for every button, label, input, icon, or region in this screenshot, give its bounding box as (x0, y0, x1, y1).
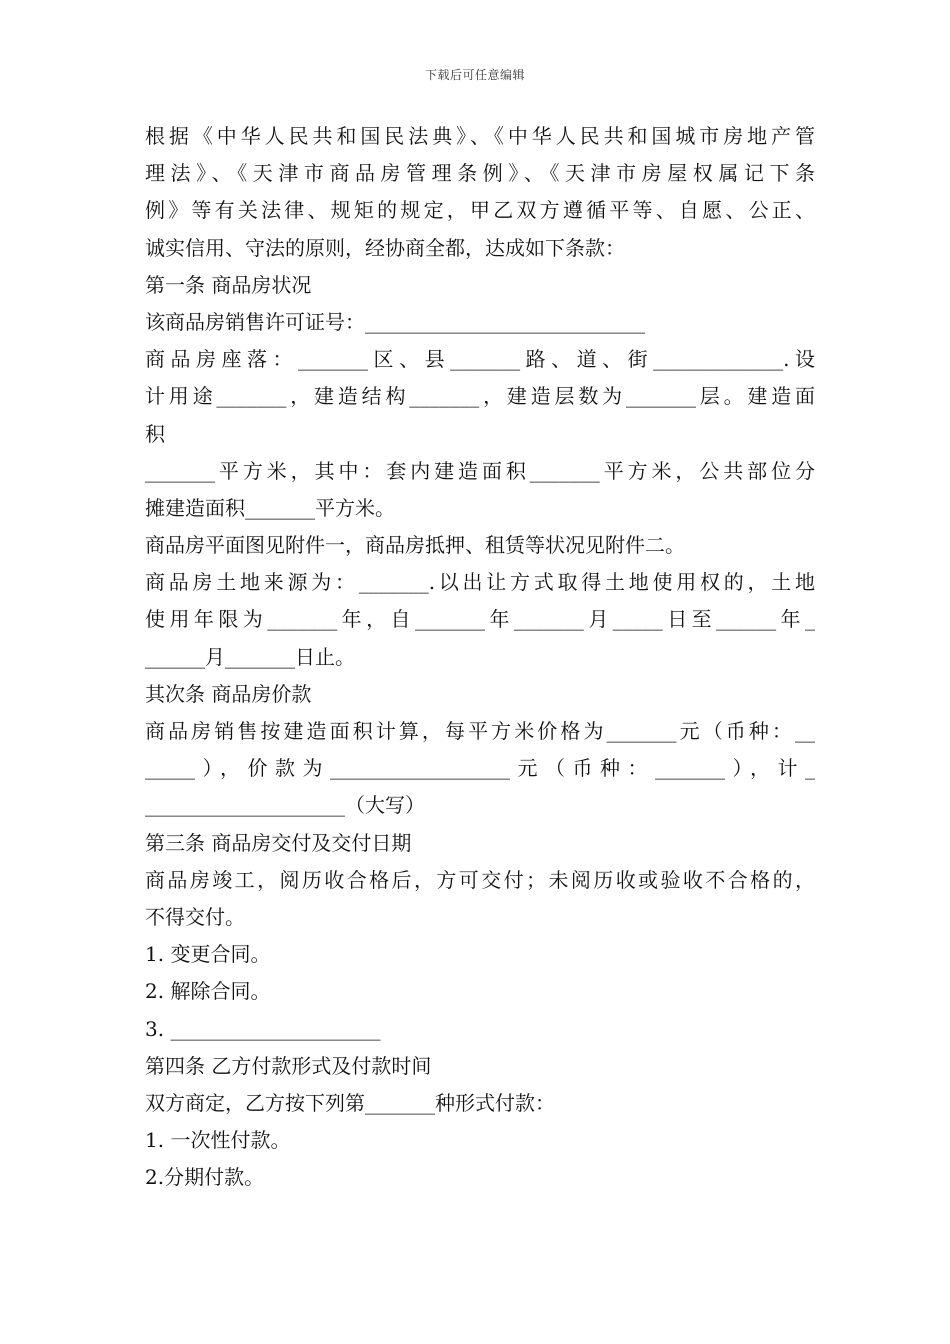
section-heading: 第三条 商品房交付及交付日期 (145, 830, 412, 855)
text-line: 计用途_______，建造结构_______，建造层数为_______层。建造面 (145, 384, 815, 409)
text-line: 根据《中华人民共和国民法典》、《中华人民共和国城市房地产管 (145, 124, 815, 148)
list-item: 2.分期付款。 (145, 1165, 265, 1190)
text-line: 商品房座落：_______区、县_______路、道、街_____________.设 (145, 347, 815, 372)
text-line: 商品房土地来源为：_______.以出让方式取得土地使用权的，土地 (145, 570, 815, 595)
text-line: 商品房竣工，阅历收合格后，方可交付；未阅历收或验收不合格的， (145, 867, 815, 892)
text-line: ____________________（大写） (145, 793, 425, 818)
text-line: 商品房平面图见附件一，商品房抵押、租赁等状况见附件二。 (145, 533, 685, 558)
text-line: _______平方米，其中：套内建造面积_______平方米，公共部位分 (145, 458, 815, 483)
text-line: 诚实信用、守法的原则，经协商全都，达成如下条款： (145, 235, 625, 260)
list-item: 2. 解除合同。 (145, 979, 271, 1004)
text-line: 该商品房销售许可证号：____________________________ (145, 309, 645, 334)
text-line: ______月_______日止。 (145, 644, 355, 669)
list-item: 1. 变更合同。 (145, 942, 271, 967)
text-line: 积 (145, 421, 165, 446)
page-header: 下载后可任意编辑 (424, 68, 525, 82)
document-body (145, 118, 815, 1196)
list-item: 3. _____________________ (145, 1016, 381, 1041)
list-item: 1. 一次性付款。 (145, 1128, 291, 1153)
section-heading: 第一条 商品房状况 (145, 272, 312, 297)
text-line: _____），价款为__________________元（币种：_______），计_ (145, 756, 815, 781)
text-line: 例》等有关法律、规矩的规定，甲乙双方遵循平等、自愿、公正、 (145, 198, 815, 223)
text-line: 商品房销售按建造面积计算，每平方米价格为_______元（币种：__ (145, 719, 815, 743)
text-line: 理法》、《天津市商品房管理条例》、《天津市房屋权属记下条 (145, 161, 815, 186)
text-line: 不得交付。 (145, 904, 245, 929)
text-line: 使用年限为_______年，自_______年_______月_____日至______年_ (145, 607, 815, 632)
text-line: 双方商定，乙方按下列第_______种形式付款： (145, 1090, 555, 1115)
section-heading: 其次条 商品房价款 (145, 681, 312, 706)
text-line: 摊建造面积_______平方米。 (145, 495, 395, 520)
section-heading: 第四条 乙方付款形式及付款时间 (145, 1053, 432, 1078)
